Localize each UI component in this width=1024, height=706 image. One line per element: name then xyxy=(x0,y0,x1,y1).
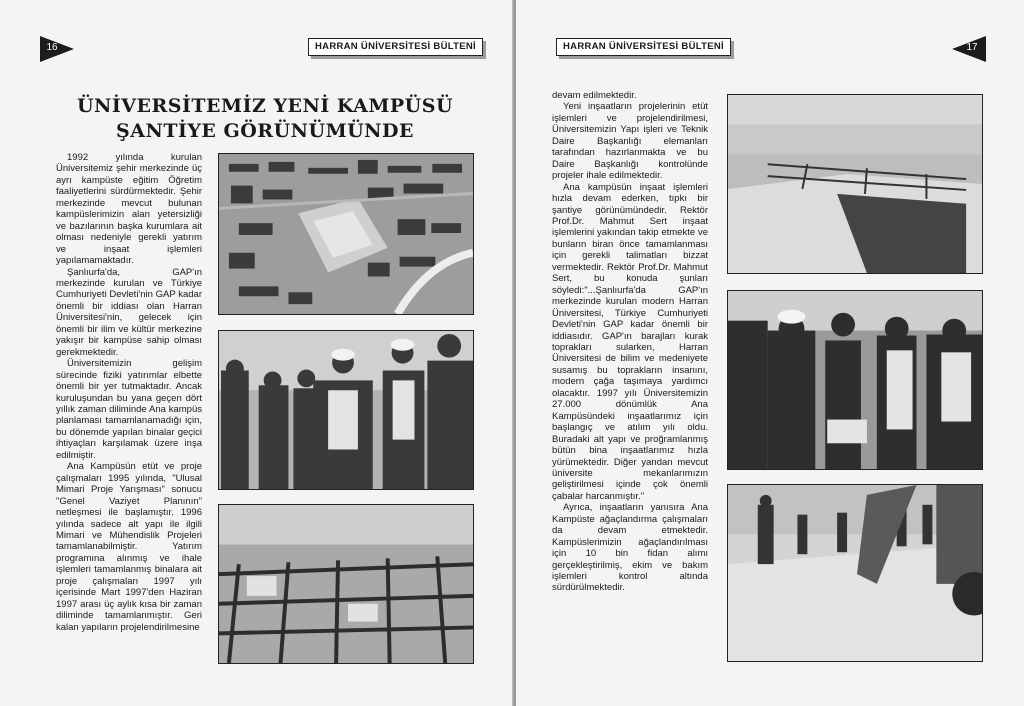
workers-site-photo xyxy=(727,484,983,662)
article-title-line1: ÜNİVERSİTEMİZ YENİ KAMPÜSÜ xyxy=(76,95,454,117)
paragraph: Ana Kampüsün etüt ve proje çalışmaları 1995 yılında, "Ulusal Mimari Proje Yarışması" sonucu "Genel Vaziyet Planının" netleşmesi ile başlamıştır. 1996 yılında sadece alt yapı ile ilgili Mimari ve Mühendislik Projeleri tamamlanabilmiştir. Yatırım programına alınmış ve ihale işlemleri tamamlanmış binalara ait proje çalışmaları 1997 yılı içerisinde Mart 1997'den Haziran 1997 arası üç aylık kısa bir zaman diliminde tamamlanmıştır. Geri kalan yapıların projelendirilmesine xyxy=(56,461,202,633)
campus-model-photo xyxy=(218,153,474,315)
foundation-excavation-photo xyxy=(727,94,983,274)
paragraph: Üniversitemizin gelişim sürecinde fiziki yatırımlar elbette önemli bir yer tutmaktadır. Ancak kuruluşundan bu yana geçen dört yıllık zaman diliminde Ana kampüs planlaması tamamlanamadığı için, bu dönemde yapılan binalar geçici ihtiyaçları karşılamak üzere inşa edilmiştir. xyxy=(56,358,202,461)
paragraph: Şanlıurfa'da, GAP'ın merkezinde kurulan ve Türkiye Cumhuriyeti Devleti'nin GAP kadar önemli bir iddiası olan Harran Üniversitesi'nin, gelecek için önemli bir ilim ve kültür merkezine yakışır bir kampüse sahip olması gerekmektedir. xyxy=(56,266,202,358)
paragraph: 1992 yılında kurulan Üniversitemiz şehir merkezinde üç ayrı kampüste eğitim Öğretim faaliyetlerini sürdürmektedir. Şehir merkezinde mevcut bulunan kampüslerimizin alan yetersizliği ve bazılarının başka kurumlara ait olması nedeniyle gerekli yatırım ve inşaat işlemleri yapılamamaktadır. xyxy=(56,152,202,267)
paragraph: Ayrıca, inşaatların yanısıra Ana Kampüste ağaçlandırma çalışmaları da devam etmektedir. Kampüslerimizin ağaçlandırılması için 10 bin fidan alımı gerçekleştirilmiş, ekim ve bakım işlemleri kontrol altında sürdürülmektedir. xyxy=(552,502,708,594)
page-number-marker xyxy=(952,36,986,62)
paragraph: devam edilmektedir. xyxy=(552,90,637,101)
page-number: 17 xyxy=(966,42,978,53)
article-title-line2: ŞANTİYE GÖRÜNÜMÜNDE xyxy=(115,120,415,142)
page-number: 16 xyxy=(46,42,58,53)
bulletin-header: HARRAN ÜNİVERSİTESİ BÜLTENİ xyxy=(308,38,483,56)
article-title xyxy=(70,94,460,144)
right-article-column xyxy=(552,90,708,594)
paragraph: Ana kampüsün inşaat işlemleri hızla devam ederken, tıpkı bir şantiye görünümündedir. Rektör Prof.Dr. Mahmut Sert inşaat işlemlerini yakından takip etmekte ve bunların biran önce tamamlanması için gerekli talimatları bizzat vermektedir. Rektör Prof.Dr. Mahmut Sert, bu konuda şunları söyledi:"...Şanlıurfa'da GAP'ın merkezinde kurulan modern Harran Üniversitesi, Türkiye Cumhuriyeti Devleti'nin GAP kadar önemli bir iddiasıdır. GAP'ın barajları kurak toprakları sularken, Harran Üniversitesi de bilim ve medeniyete susamış bu toprakların insanını, modern çağa taşımaya yardımcı olacaktır. 1997 yılı Üniversitemizin 27.000 dönümlük Ana Kampüsündeki inşaatlarımız için başlangıç ve atılım yılı oldu. Buradaki alt yapı ve proğramlanmış bütün bina inşaatlarımız hızla yürümektedir. Diğer yandan mevcut üniversite mekanlarımızın geliştirilmesi içinde çok önemli çabalar harcanmıştır." xyxy=(552,181,708,502)
construction-site-photo xyxy=(218,504,474,664)
rector-visit-photo xyxy=(727,290,983,470)
left-article-column xyxy=(56,152,202,633)
page-number-marker xyxy=(40,36,74,62)
paragraph: Yeni inşaatların projelerinin etüt işlemleri ve projelendirilmesi, Üniversitemizin Yapı işleri ve Teknik Daire Başkanlığı elemanları tarafından hazırlanmakta ve bu Daire Başkanlığı kontrolünde projeler ihale edilmektedir. xyxy=(552,101,708,182)
bulletin-header: HARRAN ÜNİVERSİTESİ BÜLTENİ xyxy=(556,38,731,56)
right-page xyxy=(516,0,1024,706)
officials-group-photo xyxy=(218,330,474,490)
